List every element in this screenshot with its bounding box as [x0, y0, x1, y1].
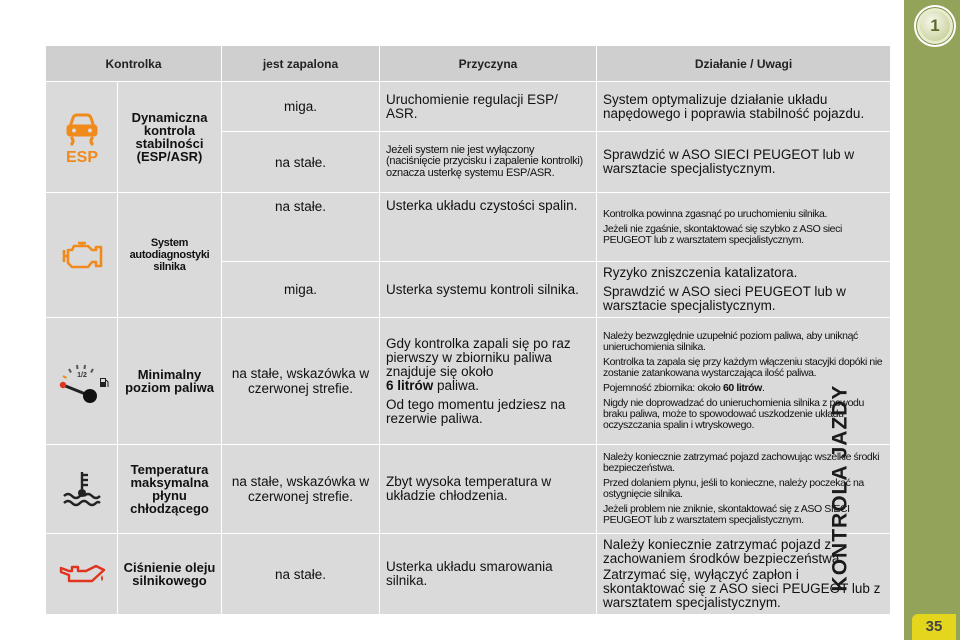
engine-cause-2: Usterka systemu kontroli silnika.	[380, 262, 597, 318]
engine-check-icon	[60, 238, 104, 272]
fuel-cause-part-1: Gdy kontrolka zapali się po raz pierwszy w zbiorniku paliwa znajduje się około	[386, 335, 571, 379]
esp-cause-2: Jeżeli system nie jest wyłączony (naciśnięcie przycisku i zapalenie kontrolki) oznacza usterkę systemu ESP/ASR.	[380, 132, 597, 193]
header-zapalona: jest zapalona	[222, 46, 380, 82]
fuel-action-text-1: Należy bezwzględnie uzupełnić poziom paliwa, aby uniknąć unieruchomienia silnika.	[603, 330, 858, 353]
engine-icon-cell	[46, 193, 118, 318]
esp-skid-icon	[62, 109, 102, 165]
fuel-action-part-3b: 60 litrów	[722, 382, 762, 394]
engine-name: System autodiagnostyki silnika	[118, 193, 222, 318]
page-number: 35	[912, 614, 956, 640]
fuel-cause-text-1	[386, 337, 590, 393]
table-row	[46, 534, 891, 615]
header-kontrolka: Kontrolka	[46, 46, 222, 82]
engine-action-2-text-2: Sprawdzić w ASO sieci PEUGEOT lub w warsztacie specjalistycznym.	[603, 284, 846, 313]
engine-action-1-text-1: Kontrolka powinna zgasnąć po uruchomieniu silnika.	[603, 207, 827, 220]
esp-lit-1: miga.	[222, 82, 380, 132]
svg-text:1/2: 1/2	[76, 372, 87, 379]
coolant-icon-cell	[46, 445, 118, 534]
esp-icon-cell	[46, 82, 118, 193]
oil-action-text-1: Należy koniecznie zatrzymać pojazd z zachowaniem środków bezpieczeństwa.	[603, 537, 844, 566]
fuel-action-part-3a: Pojemność zbiornika: około	[603, 382, 723, 394]
table-row	[46, 82, 891, 132]
esp-cause-1: Uruchomienie regulacji ESP/ ASR.	[380, 82, 597, 132]
fuel-cause-bold: 6 litrów	[386, 377, 434, 393]
header-dzialanie: Działanie / Uwagi	[597, 46, 891, 82]
esp-action-1: System optymalizuje działanie układu napędowego i poprawia stabilność pojazdu.	[597, 82, 891, 132]
engine-lit-2: miga.	[222, 262, 380, 318]
table-header-row	[46, 46, 891, 82]
coolant-action-text-2: Przed dolaniem płynu, jeśli to konieczne, należy poczekać na ostygnięcie silnika.	[603, 477, 864, 500]
engine-action-1	[597, 193, 891, 262]
chapter-sidebar	[904, 0, 960, 640]
table-row	[46, 193, 891, 262]
esp-name: Dynamiczna kontrola stabilności (ESP/ASR)	[118, 82, 222, 193]
esp-lit-2: na stałe.	[222, 132, 380, 193]
fuel-gauge-icon	[54, 358, 110, 404]
coolant-action-text-3: Jeżeli problem nie zniknie, skontaktować się z ASO SIECI PEUGEOT lub z warsztatem specjalistycznym.	[603, 503, 850, 526]
oil-icon-cell	[46, 534, 118, 615]
engine-action-1-text-2: Jeżeli nie zgaśnie, skontaktować się szybko z ASO sieci PEUGEOT lub z warsztatem specjalistycznym.	[603, 222, 842, 246]
engine-action-2-text-1: Ryzyko zniszczenia katalizatora.	[603, 265, 798, 280]
coolant-action-text-1: Należy koniecznie zatrzymać pojazd zachowując wszelkie środki bezpieczeństwa.	[603, 451, 880, 474]
fuel-cause	[380, 318, 597, 445]
chapter-title: KONTROLA JAZDY	[828, 384, 852, 592]
table-row	[46, 445, 891, 534]
table-row	[46, 318, 891, 445]
fuel-action-part-3c: .	[761, 382, 765, 394]
svg-text:ESP: ESP	[65, 149, 98, 165]
engine-lit-1: na stałe.	[222, 193, 380, 262]
fuel-action-text-4: Nigdy nie doprowadzać do unieruchomienia silnika z powodu braku paliwa, może to spowodować uszkodzenie układu oczyszczania spalin i wtryskowego.	[603, 397, 864, 431]
oil-can-icon	[58, 561, 106, 587]
oil-lit: na stałe.	[222, 534, 380, 615]
chapter-number: 1	[920, 11, 950, 41]
coolant-lit: na stałe, wskazówka w czerwonej strefie.	[222, 445, 380, 534]
oil-name: Ciśnienie oleju silnikowego	[118, 534, 222, 615]
header-przyczyna: Przyczyna	[380, 46, 597, 82]
engine-cause-1: Usterka układu czystości spalin.	[380, 193, 597, 262]
fuel-name: Minimalny poziom paliwa	[118, 318, 222, 445]
fuel-icon-cell	[46, 318, 118, 445]
coolant-temperature-icon	[60, 469, 104, 509]
oil-action-text-2: Zatrzymać się, wyłączyć zapłon i skontaktować się z ASO sieci PEUGEOT lub z warsztatem specjalistycznym.	[603, 567, 881, 610]
coolant-name: Temperatura maksymalna płynu chłodzącego	[118, 445, 222, 534]
chapter-badge	[914, 5, 956, 47]
warning-lights-table	[45, 45, 891, 615]
fuel-cause-part-2: paliwa.	[433, 377, 480, 393]
fuel-lit: na stałe, wskazówka w czerwonej strefie.	[222, 318, 380, 445]
oil-cause: Usterka układu smarowania silnika.	[380, 534, 597, 615]
fuel-action-text-2: Kontrolka ta zapala się przy każdym włączeniu stacyjki dopóki nie zostanie zatankowana wystarczająca ilość paliwa.	[603, 356, 883, 379]
coolant-cause: Zbyt wysoka temperatura w układzie chłodzenia.	[380, 445, 597, 534]
esp-action-2: Sprawdzić w ASO SIECI PEUGEOT lub w warsztacie specjalistycznym.	[597, 132, 891, 193]
fuel-cause-text-2: Od tego momentu jedziesz na rezerwie paliwa.	[386, 396, 566, 426]
chapter-title-wrapper	[828, 281, 853, 592]
